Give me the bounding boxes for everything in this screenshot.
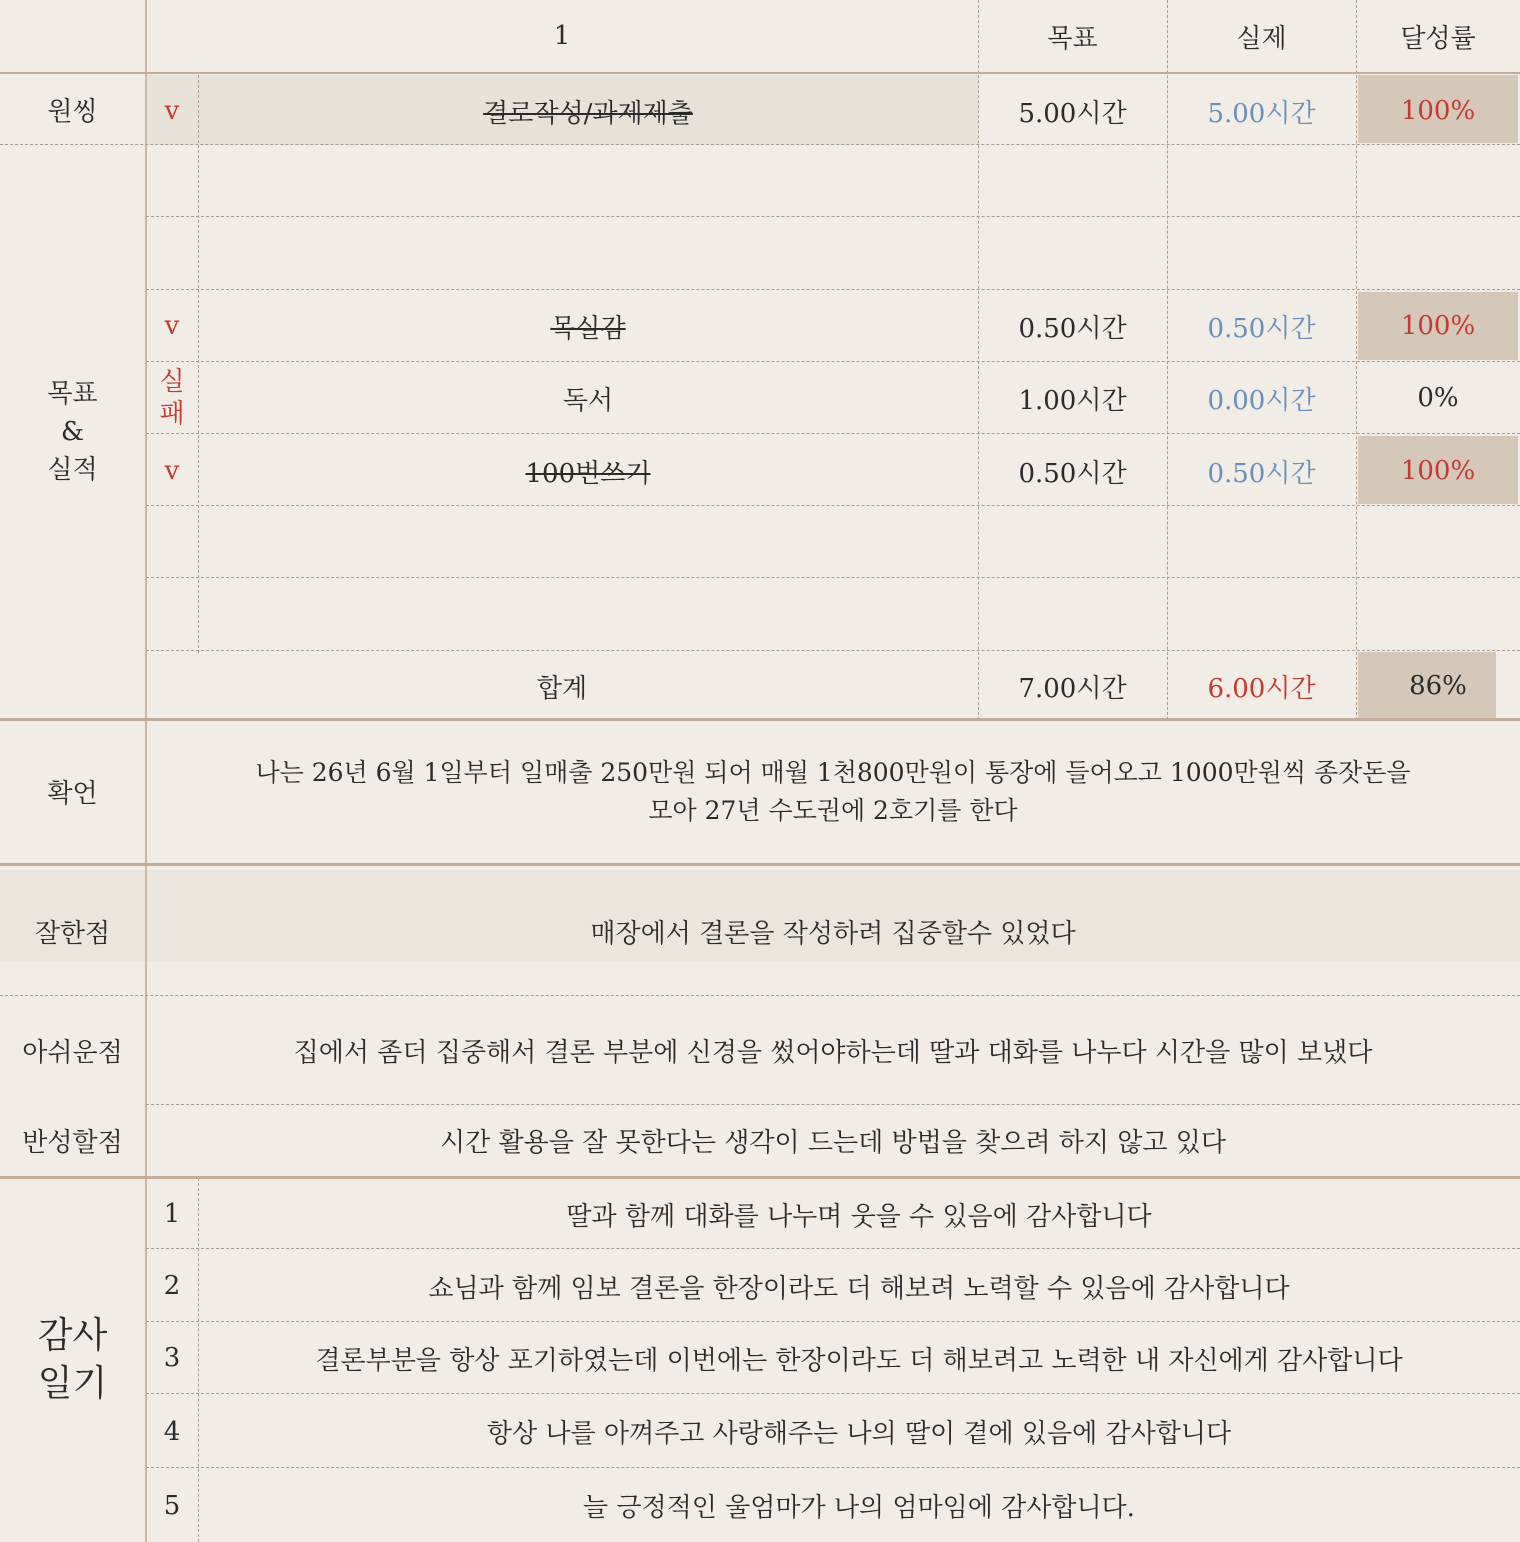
regret-points-label: 아쉬운점	[22, 1037, 123, 1068]
regret-points-text: 집에서 좀더 집중해서 결론 부분에 신경을 썼어야하는데 딸과 대화를 나누다 시간을 많이 보냈다	[293, 1037, 1373, 1068]
goal-row-3-rate: 100%	[1400, 311, 1476, 341]
affirmation-label: 확언	[47, 779, 98, 809]
gratitude-item-4-text: 항상 나를 아껴주고 사랑해주는 나의 딸이 곁에 있음에 감사합니다	[486, 1419, 1232, 1449]
gratitude-item-5-text: 늘 긍정적인 울엄마가 나의 엄마임에 감사합니다.	[583, 1493, 1135, 1523]
good-points-text: 매장에서 결론을 작성하려 집중할수 있었다	[590, 918, 1076, 949]
gratitude-diary-label	[0, 1178, 145, 1542]
goal-row-5-actual: 0.50시간	[1207, 458, 1316, 489]
goal-row-5-task: 100번쓰기	[525, 458, 651, 489]
fail-mark-line1: 실	[159, 367, 185, 397]
header-target-column: 목표	[1047, 23, 1098, 54]
gratitude-item-5-number: 5	[163, 1490, 181, 1521]
goal-row-4-actual: 0.00시간	[1207, 385, 1316, 416]
goals-results-label	[0, 145, 145, 718]
goal-row-3-check-mark: v	[164, 311, 180, 341]
gratitude-label-line2: 일기	[37, 1363, 108, 1404]
reflection-points-text: 시간 활용을 잘 못한다는 생각이 드는데 방법을 찾으려 하지 않고 있다	[440, 1128, 1226, 1158]
goal-row-4-rate: 0%	[1417, 383, 1459, 413]
affirmation-line1: 나는 26년 6월 1일부터 일매출 250만원 되어 매월 1천800만원이 통장에 들어오고 1000만원씩 종잣돈을	[255, 757, 1411, 787]
goal-row-3-task: 목실감	[550, 313, 626, 344]
goal-row-3-actual: 0.50시간	[1207, 313, 1316, 344]
goal-row-4-fail-mark	[146, 362, 198, 434]
header-task-column: 1	[553, 21, 571, 51]
one-thing-target: 5.00시간	[1018, 98, 1127, 129]
gratitude-item-4-number: 4	[163, 1416, 181, 1447]
goal-row-4-task: 독서	[562, 385, 614, 416]
gratitude-item-3-text: 결론부분을 항상 포기하였는데 이번에는 한장이라도 더 해보려고 노력한 내 자신에게 감사합니다	[315, 1345, 1403, 1376]
total-actual: 6.00시간	[1207, 673, 1316, 704]
total-rate: 86%	[1409, 671, 1467, 701]
good-points-label: 잘한점	[34, 918, 111, 949]
total-label: 합계	[536, 673, 588, 704]
one-thing-label: 원씽	[47, 96, 98, 127]
goal-row-5-rate: 100%	[1400, 456, 1476, 486]
goal-row-5-target: 0.50시간	[1018, 458, 1127, 489]
header-actual-column: 실제	[1236, 23, 1287, 54]
header-rate-column: 달성률	[1400, 23, 1476, 54]
affirmation-line2: 모아 27년 수도권에 2호기를 한다	[648, 795, 1018, 825]
gratitude-item-1-number: 1	[163, 1199, 181, 1229]
goals-label-line3: 실적	[47, 454, 98, 485]
goals-label-line2: &	[60, 416, 85, 447]
total-target: 7.00시간	[1018, 673, 1127, 704]
one-thing-actual: 5.00시간	[1207, 98, 1316, 129]
one-thing-rate: 100%	[1400, 96, 1476, 126]
goal-row-3-target: 0.50시간	[1018, 313, 1127, 344]
one-thing-check-mark: v	[164, 96, 180, 126]
goal-row-4-target: 1.00시간	[1018, 385, 1127, 416]
reflection-points-label: 반성할점	[22, 1128, 123, 1158]
one-thing-task: 결로작성/과제제출	[483, 98, 693, 129]
gratitude-item-1-text: 딸과 함께 대화를 나누며 웃을 수 있음에 감사합니다	[566, 1201, 1152, 1232]
fail-mark-line2: 패	[159, 399, 185, 429]
gratitude-item-2-number: 2	[163, 1271, 181, 1301]
gratitude-item-3-number: 3	[163, 1343, 181, 1373]
gratitude-item-2-text: 쇼님과 함께 임보 결론을 한장이라도 더 해보려 노력할 수 있음에 감사합니다	[428, 1273, 1290, 1304]
goals-label-line1: 목표	[47, 378, 98, 409]
goal-row-5-check-mark: v	[164, 456, 180, 486]
affirmation-text	[146, 720, 1520, 863]
gratitude-label-line1: 감사	[37, 1315, 108, 1356]
